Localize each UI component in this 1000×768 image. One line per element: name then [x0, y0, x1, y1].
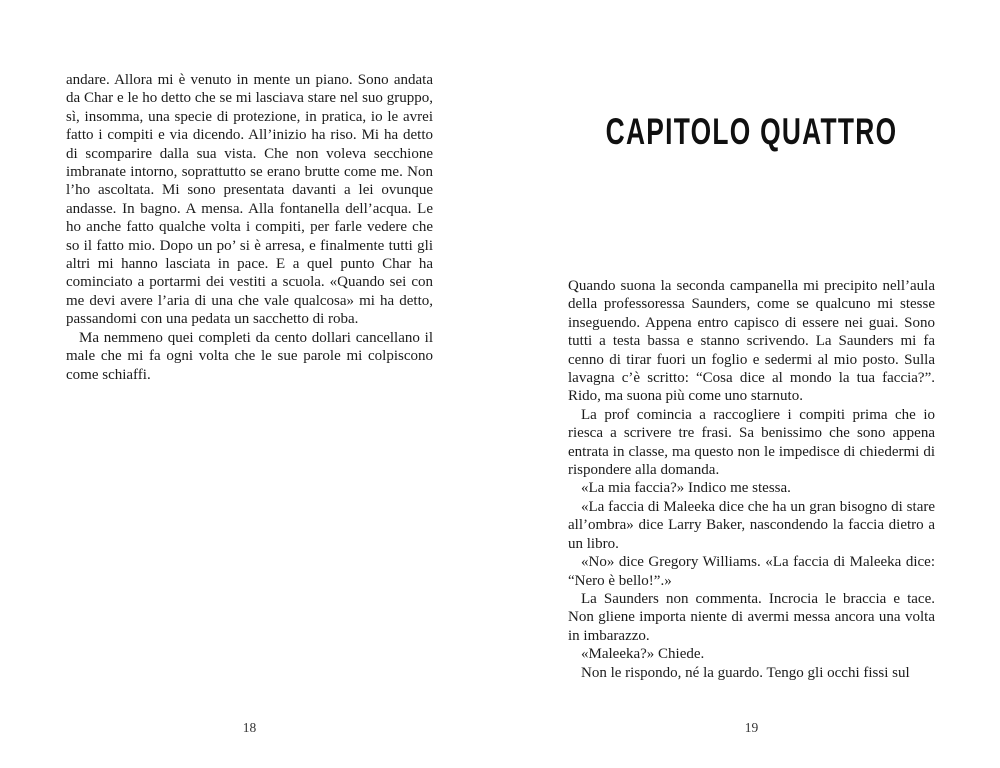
body-paragraph: andare. Allora mi è venuto in mente un piano. Sono andata da Char e le ho detto che se mi lasciava stare nel suo gruppo, sì, insomma, una specie di protezione, in pratica, io le avrei fatto i compiti e via dicendo. All’inizio ha riso. Mi ha detto di scomparire dalla sua vista. Che non voleva secchione imbranate intorno, soprattutto se erano brutte come me. Non l’ho ascoltata. Mi sono presentata davanti a lei ovunque andasse. In bagno. A mensa. Alla fontanella dell’acqua. Le ho anche fatto qualche volta i compiti, per farle vedere che so il fatto mio. Dopo un po’ si è arresa, e finalmente tutti gli altri mi hanno lasciata in pace. E a quel punto Char ha cominciato a portarmi dei vestiti a scuola. «Quando sei con me devi avere l’aria di una che vale qualcosa» mi ha detto, passandomi con una pedata un sacchetto di roba. [66, 72, 433, 328]
left-page-text [66, 71, 433, 384]
body-paragraph: «La mia faccia?» Indico me stessa. [581, 480, 791, 497]
body-paragraph: Quando suona la seconda campanella mi precipito nell’aula della professoressa Saunders, come se qualcuno mi stesse inseguendo. Appena entro capisco di essere nei guai. Sono tutti a testa bassa e stanno scrivendo. La Saunders mi fa cenno di tirar fuori un foglio e sedermi al mio posto. Sulla lavagna c’è scritto: “Cosa dice al mondo la tua faccia?”. Rido, ma suona più come uno starnuto. [568, 278, 935, 405]
body-paragraph: Non le rispondo, né la guardo. Tengo gli occhi fissi sul [581, 664, 910, 681]
body-paragraph: «No» dice Gregory Williams. «La faccia di Maleeka dice: “Nero è bello!”.» [568, 554, 935, 589]
body-paragraph: «La faccia di Maleeka dice che ha un gran bisogno di stare all’ombra» dice Larry Baker, nascondendo la faccia dietro a un libro. [568, 498, 935, 552]
page-number-left: 18 [242, 720, 257, 735]
body-paragraph: Ma nemmeno quei completi da cento dollari cancellano il male che mi fa ogni volta che le sue parole mi colpiscono come schiaffi. [66, 329, 433, 383]
page-number-right: 19 [744, 720, 759, 735]
body-paragraph: La Saunders non commenta. Incrocia le braccia e tace. Non gliene importa niente di avermi messa ancora una volta in imbarazzo. [568, 590, 935, 644]
chapter-title: CAPITOLO QUATTRO [605, 110, 898, 153]
page-right [500, 0, 1000, 768]
right-page-text [568, 277, 935, 682]
body-paragraph: «Maleeka?» Chiede. [581, 646, 705, 663]
body-paragraph: La prof comincia a raccogliere i compiti prima che io riesca a scrivere tre frasi. Sa benissimo che sono appena entrata in classe, ma questo non le impedisce di chiedermi di rispondere alla domanda. [568, 406, 935, 479]
